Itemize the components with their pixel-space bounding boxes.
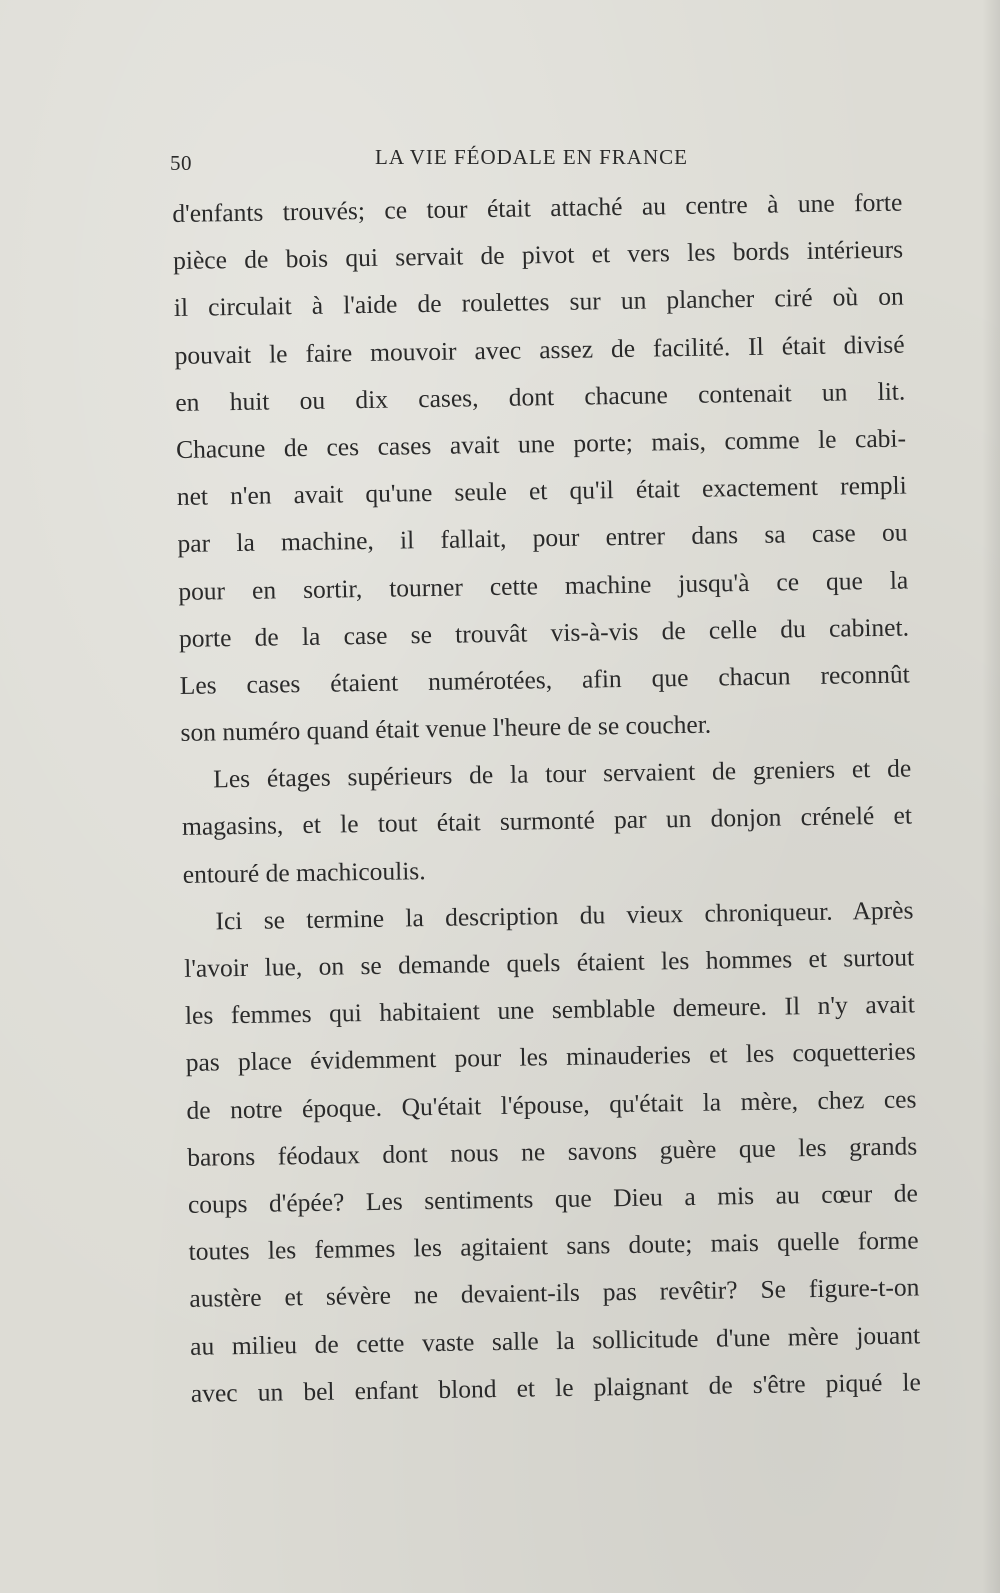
text-line: Les cases étaient numérotées, afin que chacun reconnût	[179, 659, 910, 700]
page-number: 50	[170, 151, 192, 175]
text-line: d'enfants trouvés; ce tour était attaché au centre à une forte	[172, 187, 903, 228]
paragraph-end-line: entouré de machicoulis.	[182, 855, 426, 889]
text-line: pour en sortir, tourner cette machine jusqu'à ce que la	[178, 564, 909, 606]
text-line: par la machine, il fallait, pour entrer dans sa case ou	[177, 517, 908, 559]
text-line: en huit ou dix cases, dont chacune contenait un lit.	[175, 376, 906, 417]
text-line: porte de la case se trouvât vis-à-vis de celle du cabinet.	[178, 612, 910, 653]
text-line: barons féodaux dont nous ne savons guère que les grands	[186, 1131, 918, 1172]
text-line: austère et sévère ne devaient-ils pas revêtir? Se figure-t-on	[189, 1272, 920, 1314]
text-line: pouvait le faire mouvoir avec assez de facilité. Il était divisé	[174, 329, 905, 370]
text-line: l'avoir lue, on se demande quels étaient les hommes et surtout	[184, 942, 915, 983]
text-line: les femmes qui habitaient une semblable demeure. Il n'y avait	[184, 989, 916, 1031]
text-line: net n'en avait qu'une seule et qu'il était exactement rempli	[176, 470, 907, 512]
text-line: au milieu de cette vaste salle la sollicitude d'une mère jouant	[189, 1319, 921, 1361]
text-line: toutes les femmes les agitaient sans doute; mais quelle forme	[188, 1225, 919, 1266]
paragraph-start-line: Ici se termine la description du vieux chroniqueur. Après	[215, 895, 914, 936]
text-line: avec un bel enfant blond et le plaignant de s'être piqué le	[190, 1367, 922, 1408]
running-head: LA VIE FÉODALE EN FRANCE	[375, 145, 688, 169]
paragraph-end-line: son numéro quand était venue l'heure de se coucher.	[180, 709, 712, 747]
text-line: de notre époque. Qu'était l'épouse, qu'était la mère, chez ces	[186, 1083, 917, 1125]
text-line: magasins, et le tout était surmonté par un donjon crénelé et	[181, 800, 913, 842]
paragraph-start-line: Les étages supérieurs de la tour servaient de greniers et de	[213, 753, 912, 794]
text-line: coups d'épée? Les sentiments que Dieu a mis au cœur de	[187, 1178, 919, 1219]
text-line: Chacune de ces cases avait une porte; mais, comme le cabi-	[175, 423, 907, 464]
text-line: il circulait à l'aide de roulettes sur un plancher ciré où on	[173, 281, 904, 323]
page-edge-shadow	[982, 0, 1000, 1593]
text-line: pas place évidemment pour les minauderies et les coquetteries	[185, 1036, 916, 1078]
page-header	[170, 145, 710, 175]
text-line: pièce de bois qui servait de pivot et vers les bords intérieurs	[172, 234, 904, 276]
body-text	[172, 179, 921, 1417]
